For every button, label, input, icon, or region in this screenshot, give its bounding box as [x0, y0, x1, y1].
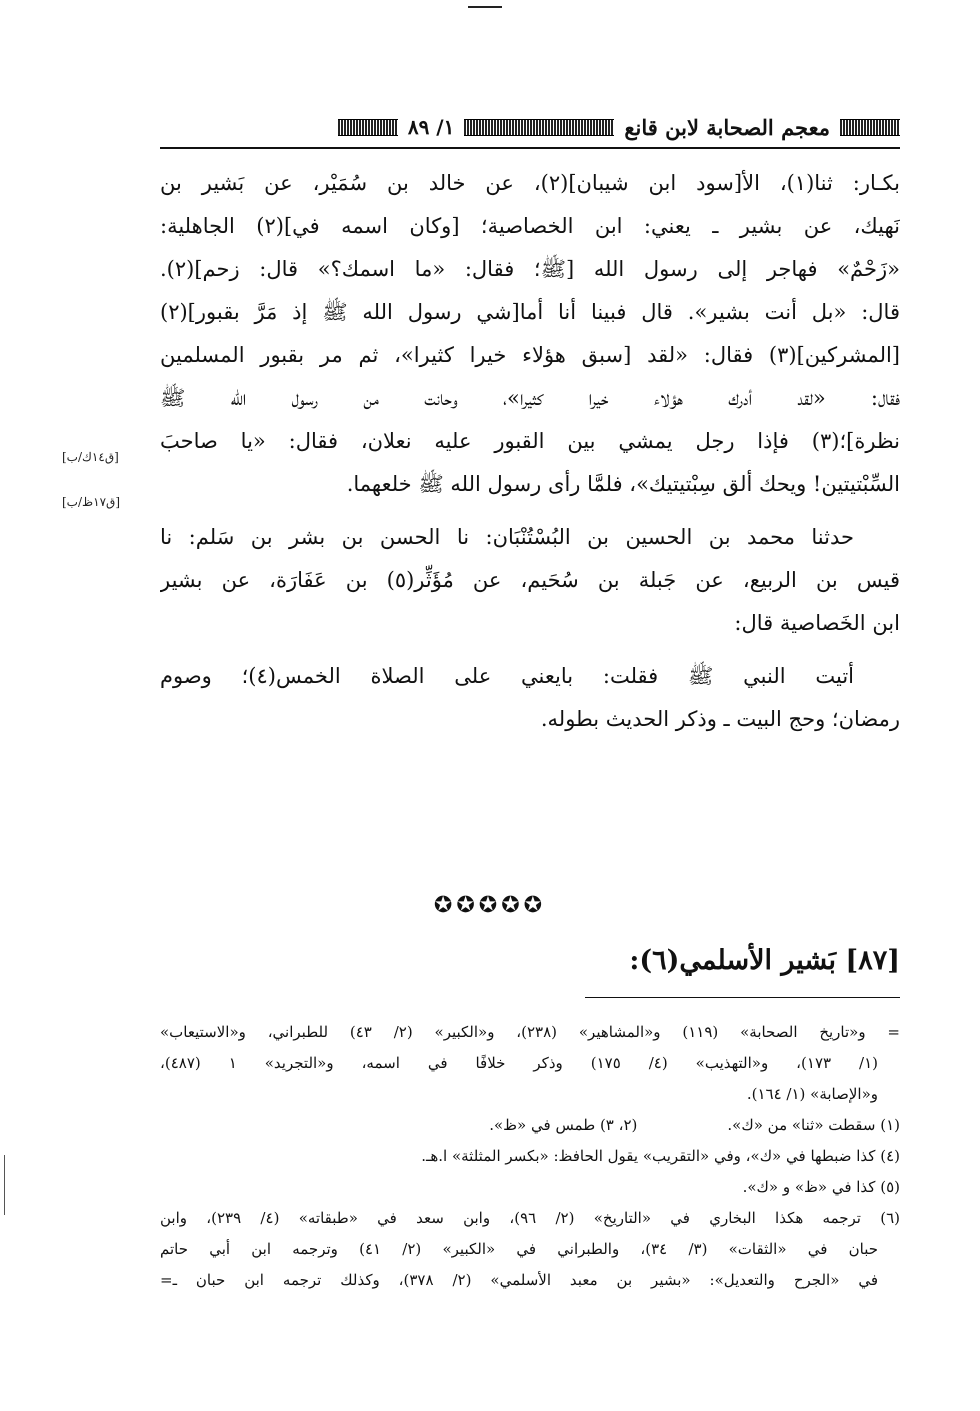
text-line: «زَحْمٌ» فهاجر إلى رسول الله [ﷺ؛ فقال: «ما اسمك؟» قال: زحم](٢).	[160, 257, 900, 281]
text-line: ابن الخَصاصية قال:	[734, 611, 900, 635]
text-line: نظرة]؛(٣) فإذا رجل يمشي بين القبور عليه نعلان، فقال: «يا صاحبَ	[160, 429, 900, 453]
header-title: معجم الصحابة لابن قانع	[624, 114, 830, 140]
footnote-6: (٦) ترجمه هكذا البخاري في «التاريخ» (٢/ ٩٦)، وابن سعد في «طبقاته» (٤/ ٢٣٩)، وابن	[160, 1209, 900, 1227]
entry-heading: [٨٧] بَشير الأسلمي(٦):	[629, 945, 900, 976]
footnote-line: حبان في «الثقات» (٣/ ٣٤)، والطبراني في «الكبير» (٢/ ٤١) وترجمه ابن أبي حاتم	[160, 1240, 878, 1258]
text-line: قال: «بل أنت بشير». قال فبينا أنا أما[شي رسول الله ﷺ إذ مَرَّ بقبور](٢)	[160, 300, 900, 324]
header-page-number: ١/ ٨٩	[407, 115, 455, 139]
main-text	[160, 162, 900, 741]
text-line: فقال: «لقد أدرك هؤلاء خيرا كثيرا»، وحانت من رسول الله ﷺ	[160, 386, 900, 410]
text-line: قيس بن الربيع، عن جَبلة بن سُحَيم، عن مُؤَثِّر(٥) بن عَفَارَة، عن بشير	[160, 568, 900, 592]
text-line: [المشركين](٣) فقال: «لقد [سبق هؤلاء خيرا كثيرا»، ثم مر بقبور المسلمين	[160, 343, 900, 367]
footnote-line: في «الجرح والتعديل»: «بشير بن معبد الأسلمي» (٢/ ٣٧٨)، وكذلك ترجمه ابن حبان ـ=	[160, 1271, 879, 1289]
text-line: حدثنا محمد بن الحسين بن البُسْتُنْبَان: نا الحسن بن بشر بن سَلم: نا	[160, 525, 854, 549]
top-mark	[468, 6, 502, 8]
footnote-2-3: (٢، ٣) طمس في «ظ».	[489, 1116, 638, 1134]
footnotes	[160, 1017, 900, 1296]
text-line: السِّبْتيتين! ويحك ألق سِبْتيتيك»، فلمَّا رأى رسول الله ﷺ خلعهما.	[346, 472, 900, 496]
footnote-4: (٤) كذا ضبطها في «ك»، وفي «التقريب» يقول الحافظ: «بكسر المثلثة» ا.هـ.	[421, 1147, 900, 1165]
text-line: أتيت النبي ﷺ فقلت: بايعني على الصلاة الخمس(٤)؛ وصوم	[160, 664, 854, 688]
text-line: بكـار: ثنا(١)، الأ[سود ابن شيبان](٢)، عن خالد بن سُمَيْر، عن بَشير بن	[160, 171, 900, 195]
footnote-rule	[585, 997, 900, 998]
margin-note: [ق١٤ك/ب]	[62, 450, 119, 464]
footnote-line: (١/ ١٧٣)، و«التهذيب» (٤/ ١٧٥) وذكر خلافًا في اسمه، و«التجريد» ١ (٤٨٧)،	[160, 1054, 879, 1072]
scan-edge-mark	[4, 1155, 5, 1215]
margin-note: [ق١٧ظ/ب]	[62, 495, 121, 509]
footnote-1: (١) سقطت «ثنا» من «ك».	[727, 1116, 900, 1134]
footnote-line: = و«تاريخ الصحابة» (١١٩) و«المشاهير» (٢٣٨)، و«الكبير» (٢/ ٤٣) للطبراني، و«الاستيعاب»	[160, 1023, 900, 1041]
header-bar-middle	[464, 119, 614, 136]
text-line: نَهيك، عن بشير ـ يعني: ابن الخصاصية؛ [وكان اسمه في](٢) الجاهلية:	[160, 214, 900, 238]
section-separator: ✪✪✪✪✪	[433, 893, 547, 918]
header-bar-right	[840, 119, 900, 136]
footnote-line: و«الإصابة» (١/ ١٦٤).	[746, 1085, 878, 1103]
header-bar-left	[338, 119, 398, 136]
text-line: رمضان؛ وحج البيت ـ وذكر الحديث بطوله.	[540, 707, 900, 731]
running-header	[160, 112, 900, 142]
footnote-line	[160, 1110, 900, 1141]
footnote-5: (٥) كذا في «ظ» و «ك».	[742, 1178, 900, 1196]
header-rule	[160, 147, 900, 149]
